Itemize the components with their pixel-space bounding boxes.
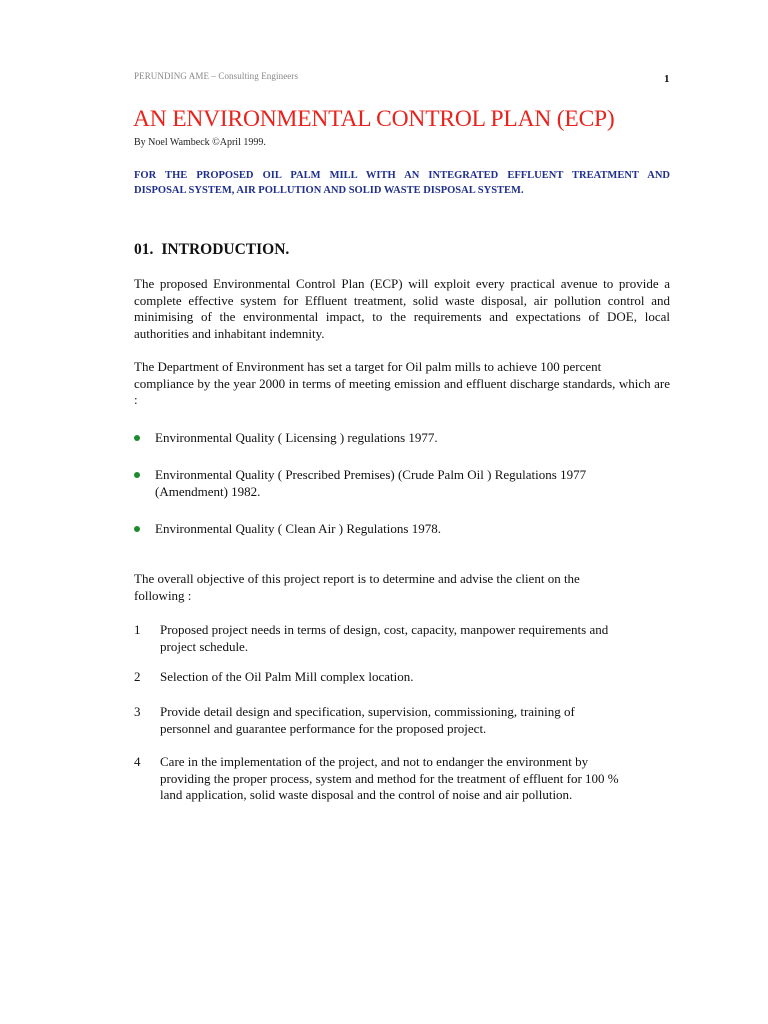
running-header: PERUNDING AME – Consulting Engineers [134, 71, 299, 81]
list-item-text [160, 669, 650, 686]
list-item-line-1: Proposed project needs in terms of design, cost, capacity, manpower requirements and [160, 622, 609, 637]
subtitle-line-2: DISPOSAL SYSTEM, AIR POLLUTION AND SOLID WASTE DISPOSAL SYSTEM. [134, 185, 524, 196]
list-item-line-2: personnel and guarantee performance for the proposed project. [160, 720, 487, 736]
list-item-line-1: Environmental Quality ( Prescribed Premises) (Crude Palm Oil ) Regulations 1977 [155, 467, 587, 482]
document-title: AN ENVIRONMENTAL CONTROL PLAN (ECP) [133, 106, 615, 132]
section-heading [134, 241, 289, 259]
list-number: 3 [134, 704, 141, 719]
subtitle-line-1: FOR THE PROPOSED OIL PALM MILL WITH AN INTEGRATED EFFLUENT TREATMENT AND [134, 170, 670, 181]
list-item-text [160, 622, 650, 655]
document-subtitle [134, 168, 670, 198]
intro-paragraph: The proposed Environmental Control Plan (ECP) will exploit every practical avenue to provide a complete effective system for Effluent treatment, solid waste disposal, air pollution control and minimising of the environmental impact, to the requirements and expectations of DOE, local authorities and inhabitant indemnity. [134, 276, 670, 341]
list-item-line-2: providing the proper process, system and method for the treatment of effluent for 100 % [160, 770, 619, 786]
objective-paragraph-line-1: The overall objective of this project report is to determine and advise the client on the [134, 571, 580, 586]
section-number: 01. [134, 241, 154, 258]
list-item-text [155, 467, 635, 500]
list-item-text [160, 754, 650, 804]
doe-paragraph [134, 359, 670, 409]
list-item-text: Environmental Quality ( Clean Air ) Regulations 1978. [155, 521, 441, 536]
list-item-line-1: Selection of the Oil Palm Mill complex location. [160, 669, 414, 684]
doe-paragraph-rest: compliance by the year 2000 in terms of meeting emission and effluent discharge standards, which are : [134, 375, 670, 407]
list-item-line-1: Provide detail design and specification, supervision, commissioning, training of [160, 704, 575, 719]
section-title: INTRODUCTION. [161, 241, 290, 258]
list-item-line-2: project schedule. [160, 638, 249, 654]
list-item-line-3: land application, solid waste disposal and the control of noise and air pollution. [160, 787, 573, 802]
list-item-text: Environmental Quality ( Licensing ) regulations 1977. [155, 430, 438, 445]
bullet-icon [134, 472, 140, 478]
list-item-line-2: (Amendment) 1982. [155, 483, 261, 499]
bullet-icon [134, 526, 140, 532]
page-number: 1 [664, 73, 670, 85]
objective-paragraph [134, 571, 670, 604]
list-number: 1 [134, 622, 141, 637]
doe-paragraph-line-1: The Department of Environment has set a target for Oil palm mills to achieve 100 percent [134, 359, 602, 374]
list-number: 2 [134, 669, 141, 684]
author-byline: By Noel Wambeck ©April 1999. [134, 137, 266, 148]
list-number: 4 [134, 754, 141, 769]
objective-paragraph-line-2: following : [134, 587, 192, 603]
list-item-text [160, 704, 650, 737]
list-item-line-1: Care in the implementation of the project, and not to endanger the environment by [160, 754, 589, 769]
bullet-icon [134, 435, 140, 441]
